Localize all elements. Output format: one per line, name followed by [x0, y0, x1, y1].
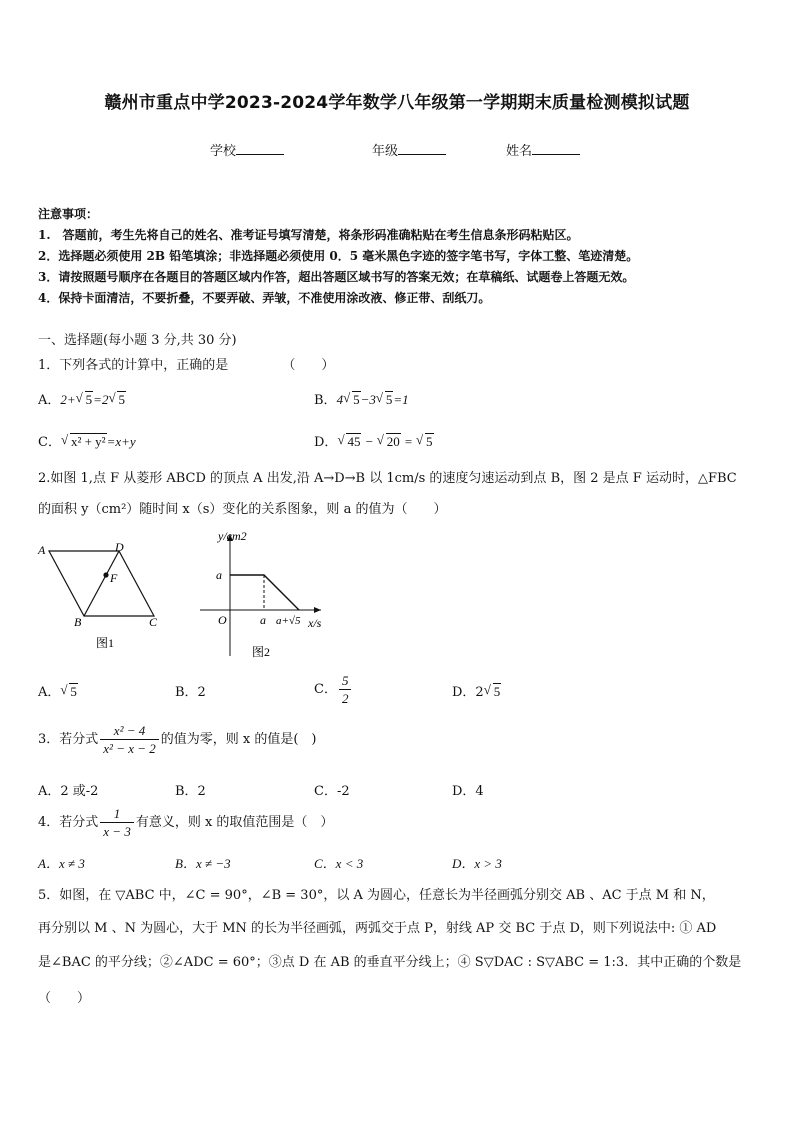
- tick-a-x: a: [260, 613, 266, 627]
- q3-option-d[interactable]: D．4: [452, 784, 484, 799]
- q5-line1: 5．如图，在 ▽ABC 中，∠C = 90°，∠B = 30°，以 A 为圆心，任意长为半径画弧分别交 AB 、AC 于点 M 和 N，: [38, 888, 715, 903]
- section-heading: 一、选择题(每小题 3 分,共 30 分): [38, 333, 237, 348]
- q3-denominator: x² − x − 2: [103, 741, 156, 756]
- label-f: F: [110, 571, 118, 585]
- q4-option-d[interactable]: D．x > 3: [452, 856, 502, 871]
- label-b: B: [74, 615, 82, 629]
- school-label: 学校: [210, 144, 237, 159]
- school-field[interactable]: [210, 140, 284, 159]
- notes-heading: 注意事项：: [38, 207, 99, 221]
- q2-option-b[interactable]: B．2: [175, 685, 206, 700]
- name-label: 姓名: [506, 144, 533, 159]
- q3-option-c[interactable]: C．-2: [314, 784, 350, 799]
- label-d: D: [115, 540, 124, 554]
- q4-option-a[interactable]: A．x ≠ 3: [38, 856, 85, 871]
- figure-2-graph: [196, 528, 336, 660]
- x-axis-label: x/s: [308, 616, 322, 630]
- name-field[interactable]: [506, 140, 580, 159]
- note-item: 2．选择题必须使用 2B 铅笔填涂；非选择题必须使用 0．5 毫米黑色字迹的签字笔书写，字体工整、笔迹清楚。: [38, 249, 639, 263]
- figure-2-caption: 图2: [252, 645, 271, 659]
- q5-answer-paren: （ ）: [38, 991, 91, 1006]
- tick-a-y: a: [216, 568, 222, 582]
- q2-option-c[interactable]: C． $\frac{5}{2}$: [314, 672, 353, 707]
- q1-option-c[interactable]: C．√ x² + y²=x+y: [38, 431, 136, 450]
- q4-option-b[interactable]: B．x ≠ −3: [175, 856, 231, 871]
- q2-option-d[interactable]: D．2√ 5: [452, 681, 501, 700]
- q1-stem: 1．下列各式的计算中，正确的是 （ ）: [38, 358, 335, 373]
- q3-stem: 3．若分式 $\frac{\text{x² − 4}}{\text{x² − x − 2}}$ 的值为零，则 x 的值是( ): [38, 723, 317, 756]
- notes-block: [38, 204, 638, 309]
- q5-line2: 再分别以 M 、N 为圆心，大于 MN 的长为半径画弧，两弧交于点 P，射线 AP 交 BC 于点 D，则下列说法中: ① AD: [38, 921, 717, 936]
- q1-option-b[interactable]: B．4√ 5−3√ 5=1: [314, 389, 409, 408]
- point-f: [103, 572, 108, 577]
- exam-title: 赣州市重点中学2023-2024学年数学八年级第一学期期末质量检测模拟试题: [104, 93, 690, 113]
- q4-stem: 4．若分式 $\frac{1}{x - 3}$ 有意义，则 x 的取值范围是（ ）: [38, 806, 334, 839]
- q2-line1: 2.如图 1,点 F 从菱形 ABCD 的顶点 A 出发,沿 A→D→B 以 1cm/s 的速度匀速运动到点 B，图 2 是点 F 运动时，△FBC: [38, 471, 737, 486]
- grade-label: 年级: [372, 144, 399, 159]
- grade-field[interactable]: [372, 140, 446, 159]
- q3-option-a[interactable]: A．2 或-2: [38, 784, 99, 799]
- q1-option-d[interactable]: D．√ 45 − √ 20 = √ 5: [314, 431, 434, 450]
- note-item: 3．请按照题号顺序在各题目的答题区域内作答，超出答题区域书写的答案无效；在草稿纸、试题卷上答题无效。: [38, 270, 635, 284]
- q5-line3: 是∠BAC 的平分线；②∠ADC = 60°；③点 D 在 AB 的垂直平分线上；④ S▽DAC : S▽ABC = 1:3．其中正确的个数是: [38, 955, 742, 970]
- origin-label: O: [218, 613, 227, 627]
- x-axis-arrow: [314, 607, 321, 613]
- note-item: 4．保持卡面清洁，不要折叠，不要弄破、弄皱，不准使用涂改液、修正带、刮纸刀。: [38, 291, 491, 305]
- q4-option-c[interactable]: C．x < 3: [314, 856, 364, 871]
- note-item: 1. 答题前，考生先将自己的姓名、准考证号填写清楚，将条形码准确粘贴在考生信息条形码粘贴区。: [38, 228, 579, 242]
- q2-option-a[interactable]: A．√ 5: [38, 681, 78, 700]
- q3-option-b[interactable]: B．2: [175, 784, 206, 799]
- q1-option-a[interactable]: A．2+√ 5=2√ 5: [38, 389, 126, 408]
- q4-numerator: 1: [100, 805, 134, 823]
- q3-numerator: x² − 4: [100, 722, 158, 740]
- q2-line2: 的面积 y（cm²）随时间 x（s）变化的关系图象，则 a 的值为（ ）: [38, 502, 447, 517]
- figure-1-caption: 图1: [96, 636, 115, 650]
- label-a: A: [38, 543, 46, 557]
- tick-a-plus-root5: a+√5: [276, 615, 301, 627]
- figure-1-rhombus: [36, 538, 166, 654]
- y-axis-label: y/cm2: [218, 529, 247, 543]
- label-c: C: [149, 615, 158, 629]
- q4-denominator: x − 3: [103, 824, 131, 839]
